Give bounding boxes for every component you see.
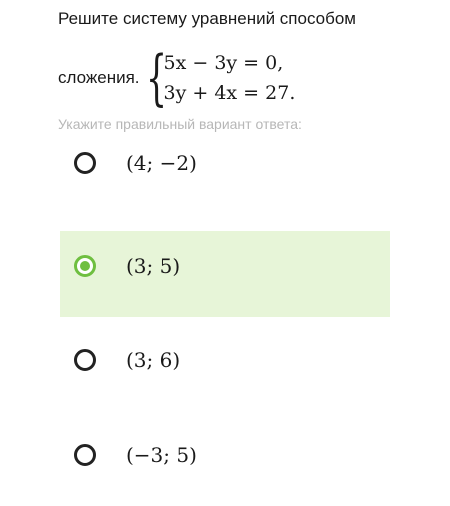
answer-option-label: (−3; 5) [126,443,197,467]
equation-1: 5x − 3y = 0, [163,52,284,74]
question-line-2-text: сложения. [58,68,140,87]
answer-option-1[interactable] [60,128,390,214]
radio-button-icon[interactable] [74,152,96,174]
answer-option-label: (3; 5) [126,254,181,278]
equation-system [164,48,296,108]
answer-option-3[interactable] [60,325,390,411]
answer-option-4[interactable] [60,420,390,506]
equation-2: 3y + 4x = 27. [163,82,296,104]
radio-button-icon[interactable] [74,349,96,371]
question-line-1: Решите систему уравнений способом [58,9,356,28]
question-line-2 [58,43,296,113]
radio-button-checked-icon[interactable] [74,255,96,277]
answer-option-label: (4; −2) [126,151,197,175]
system-brace: { [145,43,167,113]
answer-option-label: (3; 6) [126,348,181,372]
radio-button-icon[interactable] [74,444,96,466]
answer-option-2[interactable] [60,231,390,317]
answer-hint: Укажите правильный вариант ответа: [58,116,302,132]
question-text [58,8,438,113]
